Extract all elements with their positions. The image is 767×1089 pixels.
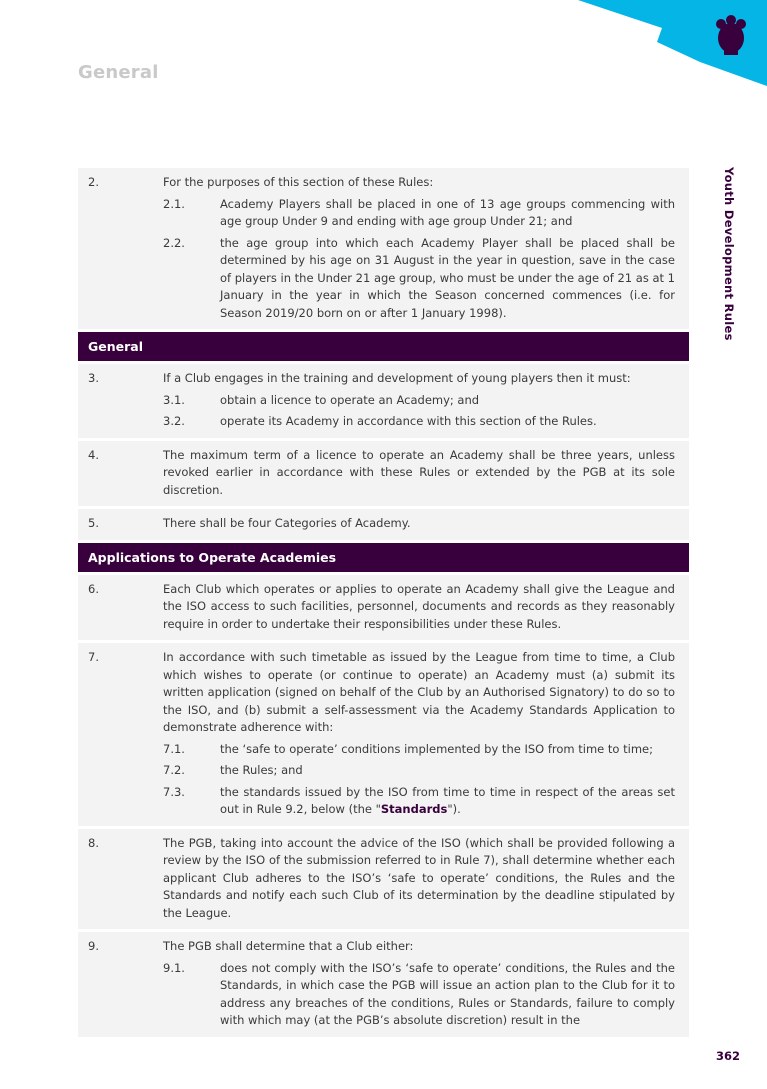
defined-term-standards: Standards bbox=[380, 802, 448, 816]
rule-6 bbox=[78, 575, 689, 641]
rule-8 bbox=[78, 829, 689, 930]
rule-9 bbox=[78, 932, 689, 1037]
corner-decoration bbox=[0, 0, 767, 100]
rules-content bbox=[78, 168, 689, 1040]
rule-text: For the purposes of this section of these Rules: bbox=[163, 175, 434, 189]
subrule-number: 7.2. bbox=[163, 763, 185, 777]
rule-text: The PGB, taking into account the advice of the ISO (which shall be provided following a review by the ISO of the submission referred to in Rule 7), shall determine whether each applicant Club adheres to the ISO’s ‘safe to operate’ conditions, the Rules and the Standards and notify each such Club of its determination by the deadline stipulated by the League. bbox=[163, 835, 675, 920]
subrule-text-before: the standards issued by the ISO from time to time in respect of the areas set out in Rule 9.2, below (the " bbox=[220, 784, 675, 816]
subrule-number: 9.1. bbox=[163, 960, 185, 975]
rule-text: If a Club engages in the training and development of young players then it must: bbox=[163, 371, 631, 385]
rule-2 bbox=[78, 168, 689, 329]
rule-number: 5. bbox=[88, 516, 99, 530]
subrule-2-1 bbox=[163, 196, 675, 231]
rule-number: 8. bbox=[88, 835, 99, 850]
subrule-text: does not comply with the ISO’s ‘safe to operate’ conditions, the Rules and the Standards, in which case the PGB will issue an action plan to the Club for it to address any breaches of the conditions, Rules or Standards, failure to comply with which may (at the PGB’s absolute discretion) result in the bbox=[220, 960, 675, 1027]
rule-text: Each Club which operates or applies to operate an Academy shall give the League and the ISO access to such facilities, personnel, documents and records as they reasonably require in order to undertake their responsibilities under these Rules. bbox=[163, 581, 675, 631]
section-header-applications: Applications to Operate Academies bbox=[78, 543, 689, 572]
subrule-number: 7.1. bbox=[163, 741, 185, 756]
subrule-text: obtain a licence to operate an Academy; and bbox=[220, 392, 480, 407]
rule-number: 2. bbox=[88, 175, 99, 189]
subrule-7-3 bbox=[163, 784, 675, 819]
rule-7 bbox=[78, 643, 689, 826]
page-number: 362 bbox=[716, 1049, 741, 1063]
rule-number: 3. bbox=[88, 371, 99, 385]
rule-3 bbox=[78, 364, 689, 438]
section-header-general: General bbox=[78, 332, 689, 361]
subrule-3-1 bbox=[163, 392, 675, 410]
subrule-text: the ‘safe to operate’ conditions implemented by the ISO from time to time; bbox=[220, 741, 653, 756]
subrule-text: the age group into which each Academy Player shall be placed shall be determined by his age on 31 August in the year in question, save in the case of players in the Under 21 age group, who must be under the age of 21 as at 1 January in the year in which the Season concerned commences (i.e. for Season 2019/20 born on or after 1 January 1998). bbox=[220, 235, 676, 320]
rule-number: 4. bbox=[88, 447, 99, 462]
rule-4 bbox=[78, 441, 689, 507]
subrule-number: 3.2. bbox=[163, 414, 185, 428]
rule-text: In accordance with such timetable as issued by the League from time to time, a Club which wishes to operate (or continue to operate) an Academy must (a) submit its written application (signed on behalf of the Club by an Authorised Signatory) to do so to the ISO, and (b) submit a self-assessment via the Academy Standards Application to demonstrate adherence with: bbox=[163, 650, 675, 734]
subrule-number: 2.2. bbox=[163, 235, 185, 250]
rule-text: There shall be four Categories of Academy. bbox=[163, 516, 411, 530]
subrule-7-2 bbox=[163, 762, 675, 780]
subrule-number: 2.1. bbox=[163, 196, 185, 211]
side-section-title: Youth Development Rules bbox=[722, 167, 736, 341]
subrule-text bbox=[220, 784, 675, 819]
subrule-number: 7.3. bbox=[163, 784, 185, 799]
subrule-7-1 bbox=[163, 741, 675, 759]
rule-text: The maximum term of a licence to operate an Academy shall be three years, unless revoked earlier in accordance with these Rules or extended by the PGB at its sole discretion. bbox=[163, 447, 675, 497]
subrule-text: the Rules; and bbox=[220, 763, 303, 777]
subrule-text: Academy Players shall be placed in one of 13 age groups commencing with age group Under 9 and ending with age group Under 21; and bbox=[220, 196, 675, 228]
page-header-title: General bbox=[78, 62, 159, 83]
rule-text: The PGB shall determine that a Club either: bbox=[163, 939, 414, 953]
rule-number: 7. bbox=[88, 650, 99, 664]
subrule-text-after: "). bbox=[447, 802, 461, 816]
subrule-2-2 bbox=[163, 235, 675, 323]
subrule-number: 3.1. bbox=[163, 392, 185, 407]
subrule-3-2 bbox=[163, 413, 675, 431]
rule-number: 6. bbox=[88, 581, 99, 596]
subrule-9-1 bbox=[163, 960, 675, 1030]
rule-number: 9. bbox=[88, 939, 99, 953]
rule-5 bbox=[78, 509, 689, 540]
subrule-text: operate its Academy in accordance with this section of the Rules. bbox=[220, 414, 597, 428]
